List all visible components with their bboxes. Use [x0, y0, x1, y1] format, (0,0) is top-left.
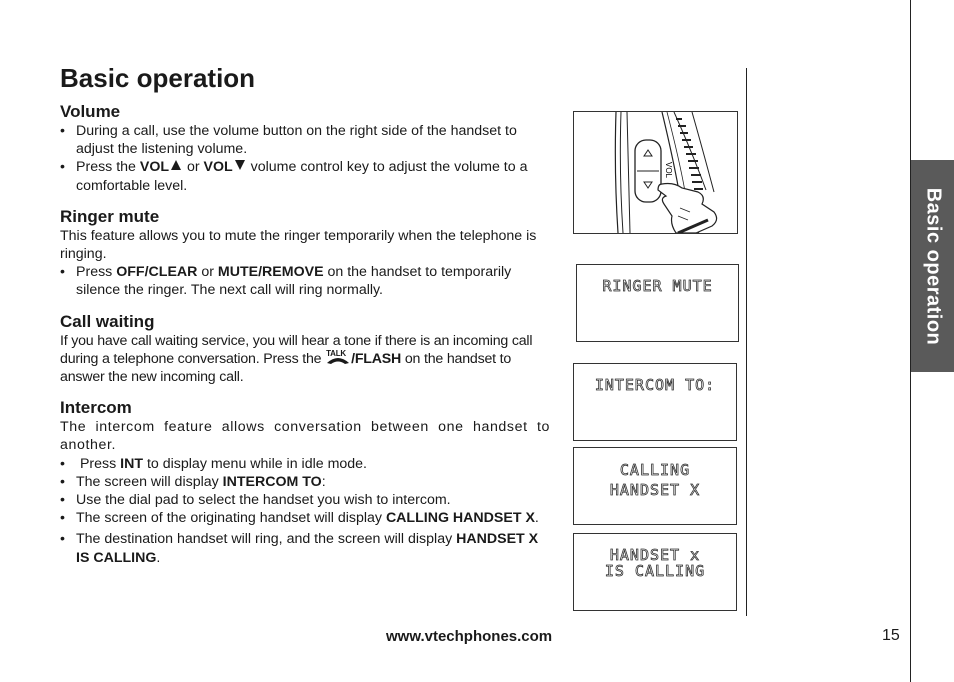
volume-section — [60, 102, 550, 195]
volume-list — [60, 122, 550, 195]
ringer-mute-screen — [576, 264, 739, 342]
list-item: • The destination handset will ring, and the screen will display HANDSET X IS CALLING. — [60, 530, 550, 566]
ringer-section — [60, 207, 550, 300]
list-item: • The screen of the originating handset will display CALLING HANDSET X. — [60, 509, 550, 527]
ringer-list — [60, 263, 550, 299]
main-content — [60, 102, 550, 579]
callwaiting-text: If you have call waiting service, you will hear a tone if there is an incoming call during a telephone conversation. Press the TALK /FLASH on the handset to answer the new incoming call. — [60, 332, 533, 386]
arrow-up-icon — [171, 160, 181, 170]
talk-key-icon: TALK — [325, 351, 351, 365]
list-item: • Press the VOL or VOL volume control key to adjust the volume to a comfortable level. — [60, 158, 550, 194]
intercom-intro: The intercom feature allows conversation between one handset to another. — [60, 419, 550, 454]
ringer-intro: This feature allows you to mute the ringer temporarily when the telephone is ringing. — [60, 227, 537, 263]
intercom-heading: Intercom — [60, 398, 132, 418]
screen-text: INTERCOM TO: — [594, 376, 716, 394]
intercom-list — [60, 455, 550, 567]
handset-calling-screen — [573, 533, 737, 611]
intercom-section — [60, 398, 550, 567]
list-item: • The screen will display INTERCOM TO: — [60, 473, 550, 491]
list-item: • Use the dial pad to select the handset you wish to intercom. — [60, 491, 550, 509]
column-divider — [746, 68, 747, 616]
section-tab-label: Basic operation — [922, 187, 945, 345]
handset-illustration — [573, 111, 738, 234]
footer-url[interactable]: www.vtechphones.com — [386, 628, 553, 645]
list-item: • Press OFF/CLEAR or MUTE/REMOVE on the handset to temporarily silence the ringer. The next call will ring normally. — [60, 263, 550, 299]
vol-button-label: VOL — [664, 162, 673, 179]
handset-side-drawing — [574, 112, 737, 233]
screen-text-line2: HANDSET X — [609, 481, 701, 499]
calling-handset-screen — [573, 447, 737, 525]
volume-heading: Volume — [60, 102, 121, 121]
callwaiting-section — [60, 312, 550, 387]
screen-text: RINGER MUTE — [602, 277, 713, 295]
section-tab[interactable] — [911, 160, 954, 372]
page-title: Basic operation — [60, 63, 256, 93]
page-number: 15 — [882, 627, 900, 644]
list-item: • Press INT to display menu while in idle mode. — [60, 455, 550, 473]
screen-text-line1: CALLING — [619, 461, 691, 479]
screen-text-line1: HANDSET x — [609, 546, 701, 564]
callwaiting-heading: Call waiting — [60, 311, 155, 331]
arrow-down-icon — [235, 160, 245, 170]
ringer-heading: Ringer mute — [60, 206, 160, 226]
list-item: • During a call, use the volume button on the right side of the handset to adjust the listening volume. — [60, 122, 550, 158]
screen-text-line2: IS CALLING — [604, 562, 706, 580]
intercom-to-screen — [573, 363, 737, 441]
